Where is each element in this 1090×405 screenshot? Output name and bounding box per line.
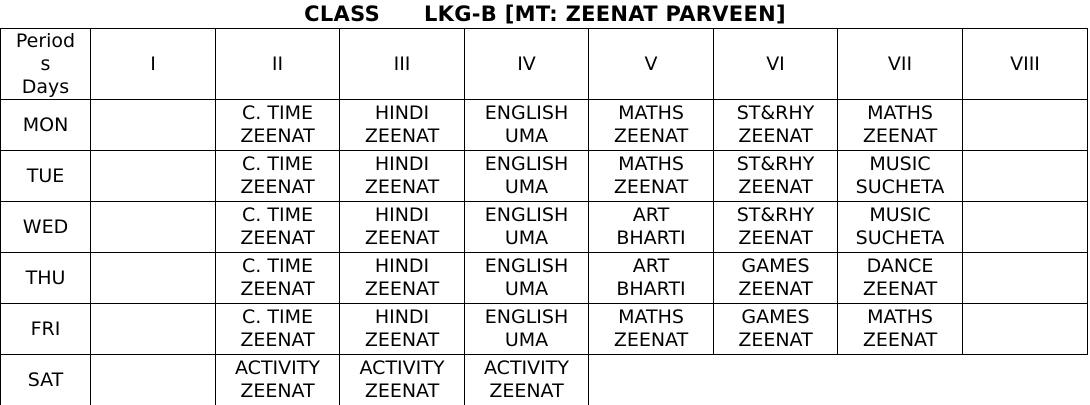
cell-line: ACTIVITY: [465, 357, 588, 380]
cell-line: ZEENAT: [838, 125, 962, 148]
cell-line: ZEENAT: [714, 125, 837, 148]
period-header-cell: I: [91, 29, 216, 100]
table-row: [1, 355, 1088, 405]
period-cell: [465, 100, 589, 151]
period-cell: [465, 304, 589, 355]
cell-line: ZEENAT: [340, 176, 464, 199]
cell-line: ZEENAT: [589, 176, 713, 199]
cell-line: ENGLISH: [465, 153, 588, 176]
period-cell: [91, 304, 216, 355]
table-row: [1, 253, 1088, 304]
cell-line: ZEENAT: [340, 125, 464, 148]
cell-line: ZEENAT: [216, 380, 339, 403]
period-cell: [340, 253, 465, 304]
period-cell: [340, 151, 465, 202]
period-cell: [91, 151, 216, 202]
cell-line: ENGLISH: [465, 204, 588, 227]
cell-line: C. TIME: [216, 204, 339, 227]
cell-line: HINDI: [340, 102, 464, 125]
period-cell: [963, 253, 1088, 304]
cell-line: ZEENAT: [465, 380, 588, 403]
cell-line: HINDI: [340, 204, 464, 227]
day-cell: SAT: [1, 355, 91, 405]
title-prefix: CLASS: [304, 2, 380, 26]
cell-line: ART: [589, 204, 713, 227]
cell-line: UMA: [465, 227, 588, 250]
cell-line: ZEENAT: [340, 227, 464, 250]
timetable-title: [0, 1, 1090, 27]
cell-line: Period: [1, 30, 90, 53]
cell-line: ZEENAT: [589, 329, 713, 352]
cell-line: ST&RHY: [714, 153, 837, 176]
timetable: [0, 28, 1088, 405]
cell-line: UMA: [465, 278, 588, 301]
period-cell: [340, 355, 465, 405]
cell-line: C. TIME: [216, 306, 339, 329]
cell-line: ZEENAT: [838, 278, 962, 301]
cell-line: ENGLISH: [465, 306, 588, 329]
cell-line: C. TIME: [216, 153, 339, 176]
cell-line: ZEENAT: [216, 278, 339, 301]
day-cell: FRI: [1, 304, 91, 355]
period-cell: [589, 100, 714, 151]
period-cell: [465, 355, 589, 405]
title-class-name: LKG-B [MT: ZEENAT PARVEEN]: [424, 2, 786, 26]
period-cell: [216, 100, 340, 151]
period-cell: [465, 151, 589, 202]
table-row: [1, 151, 1088, 202]
cell-line: UMA: [465, 329, 588, 352]
cell-line: C. TIME: [216, 102, 339, 125]
period-cell: [91, 202, 216, 253]
period-cell: [340, 202, 465, 253]
period-cell: [963, 151, 1088, 202]
period-cell: [465, 202, 589, 253]
cell-line: ENGLISH: [465, 102, 588, 125]
cell-line: ZEENAT: [216, 125, 339, 148]
cell-line: MATHS: [589, 102, 713, 125]
cell-line: ZEENAT: [714, 329, 837, 352]
period-cell: [838, 100, 963, 151]
period-cell: [714, 253, 838, 304]
cell-line: ZEENAT: [714, 278, 837, 301]
cell-line: MATHS: [589, 306, 713, 329]
cell-line: UMA: [465, 125, 588, 148]
period-cell: [589, 253, 714, 304]
header-row: [1, 29, 1088, 100]
cell-line: ZEENAT: [216, 176, 339, 199]
cell-line: HINDI: [340, 255, 464, 278]
day-cell: MON: [1, 100, 91, 151]
cell-line: ZEENAT: [714, 176, 837, 199]
period-header-cell: V: [589, 29, 714, 100]
cell-line: BHARTI: [589, 227, 713, 250]
cell-line: ST&RHY: [714, 204, 837, 227]
cell-line: Days: [1, 76, 90, 99]
cell-line: ZEENAT: [589, 125, 713, 148]
cell-line: MATHS: [838, 102, 962, 125]
period-cell: [340, 304, 465, 355]
table-row: [1, 304, 1088, 355]
period-cell: [838, 151, 963, 202]
day-cell: THU: [1, 253, 91, 304]
period-cell: [963, 202, 1088, 253]
cell-line: ZEENAT: [216, 227, 339, 250]
period-cell: [216, 304, 340, 355]
cell-line: HINDI: [340, 153, 464, 176]
cell-line: C. TIME: [216, 255, 339, 278]
period-cell: [340, 100, 465, 151]
period-cell: [216, 151, 340, 202]
period-cell: [838, 253, 963, 304]
cell-line: MUSIC: [838, 153, 962, 176]
period-header-cell: VI: [714, 29, 838, 100]
cell-line: BHARTI: [589, 278, 713, 301]
cell-line: ZEENAT: [340, 278, 464, 301]
cell-line: ACTIVITY: [340, 357, 464, 380]
period-header-cell: VIII: [963, 29, 1088, 100]
cell-line: ZEENAT: [838, 329, 962, 352]
cell-line: DANCE: [838, 255, 962, 278]
period-cell: [465, 253, 589, 304]
period-cell: [714, 151, 838, 202]
period-header-cell: II: [216, 29, 340, 100]
cell-line: ENGLISH: [465, 255, 588, 278]
period-cell: [216, 355, 340, 405]
day-cell: WED: [1, 202, 91, 253]
cell-line: MUSIC: [838, 204, 962, 227]
period-cell: [216, 202, 340, 253]
cell-line: MATHS: [838, 306, 962, 329]
empty-span-cell: [589, 355, 1088, 405]
table-row: [1, 202, 1088, 253]
cell-line: GAMES: [714, 255, 837, 278]
period-header-cell: IV: [465, 29, 589, 100]
cell-line: HINDI: [340, 306, 464, 329]
cell-line: SUCHETA: [838, 227, 962, 250]
cell-line: SUCHETA: [838, 176, 962, 199]
period-cell: [838, 304, 963, 355]
cell-line: ZEENAT: [340, 380, 464, 403]
period-cell: [91, 253, 216, 304]
period-cell: [589, 151, 714, 202]
period-header-cell: VII: [838, 29, 963, 100]
day-cell: TUE: [1, 151, 91, 202]
cell-line: ZEENAT: [216, 329, 339, 352]
cell-line: ZEENAT: [340, 329, 464, 352]
period-header-cell: III: [340, 29, 465, 100]
corner-header-cell: [1, 29, 91, 100]
cell-line: ST&RHY: [714, 102, 837, 125]
cell-line: ART: [589, 255, 713, 278]
table-row: [1, 100, 1088, 151]
period-cell: [714, 304, 838, 355]
cell-line: UMA: [465, 176, 588, 199]
cell-line: MATHS: [589, 153, 713, 176]
period-cell: [589, 304, 714, 355]
period-cell: [714, 100, 838, 151]
period-cell: [963, 304, 1088, 355]
period-cell: [589, 202, 714, 253]
period-cell: [963, 100, 1088, 151]
cell-line: ACTIVITY: [216, 357, 339, 380]
period-cell: [216, 253, 340, 304]
period-cell: [91, 355, 216, 405]
period-cell: [91, 100, 216, 151]
cell-line: GAMES: [714, 306, 837, 329]
period-cell: [838, 202, 963, 253]
period-cell: [714, 202, 838, 253]
cell-line: s: [1, 53, 90, 76]
cell-line: ZEENAT: [714, 227, 837, 250]
